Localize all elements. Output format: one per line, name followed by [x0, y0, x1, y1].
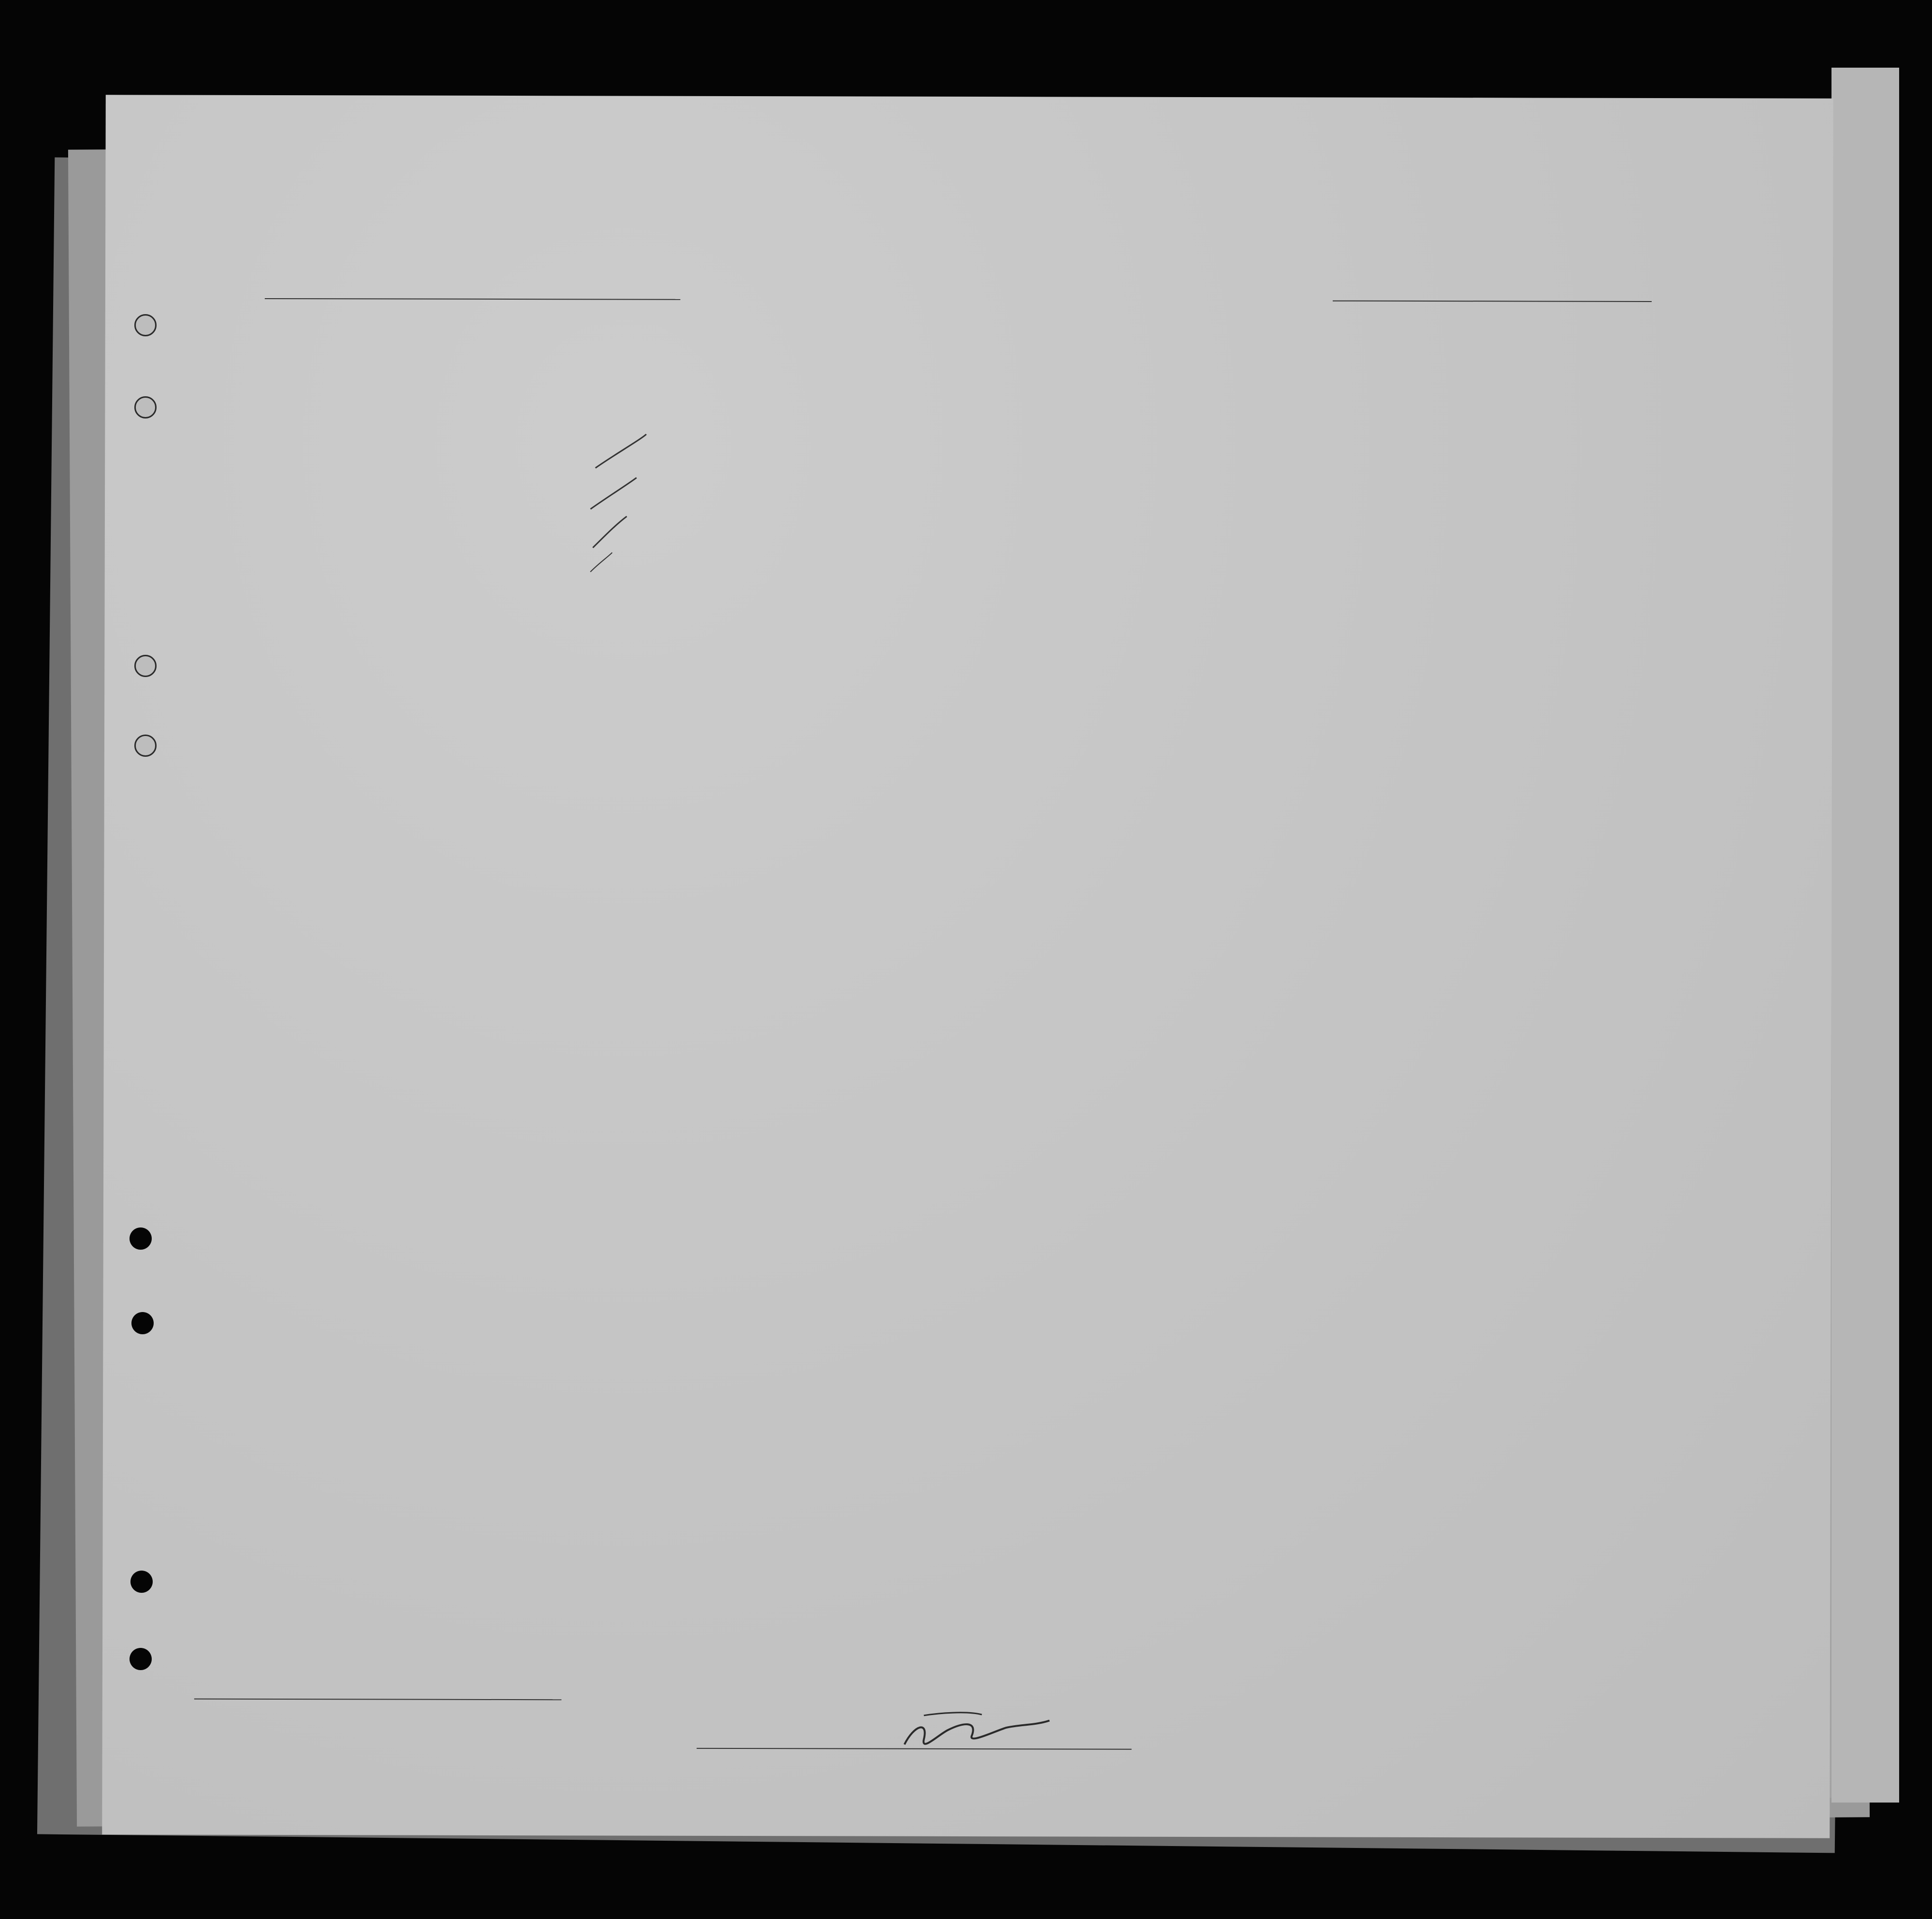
tick-mark: [591, 552, 612, 572]
punch-hole: [130, 1227, 152, 1250]
punch-hole: [134, 314, 157, 336]
punch-hole: [131, 1312, 154, 1334]
tick-mark: [593, 516, 627, 548]
tick-mark: [591, 477, 636, 509]
punch-hole: [134, 396, 157, 418]
manifest-sheet: [102, 95, 1833, 1838]
tick-marks: [102, 95, 1833, 1838]
back-sheet-edge: [1831, 68, 1899, 1803]
punch-hole: [130, 1571, 153, 1593]
punch-hole: [130, 1648, 152, 1670]
punch-hole: [134, 735, 157, 757]
punch-hole: [134, 655, 157, 677]
tick-mark: [595, 434, 646, 468]
inspector-signature: [895, 1706, 1059, 1760]
